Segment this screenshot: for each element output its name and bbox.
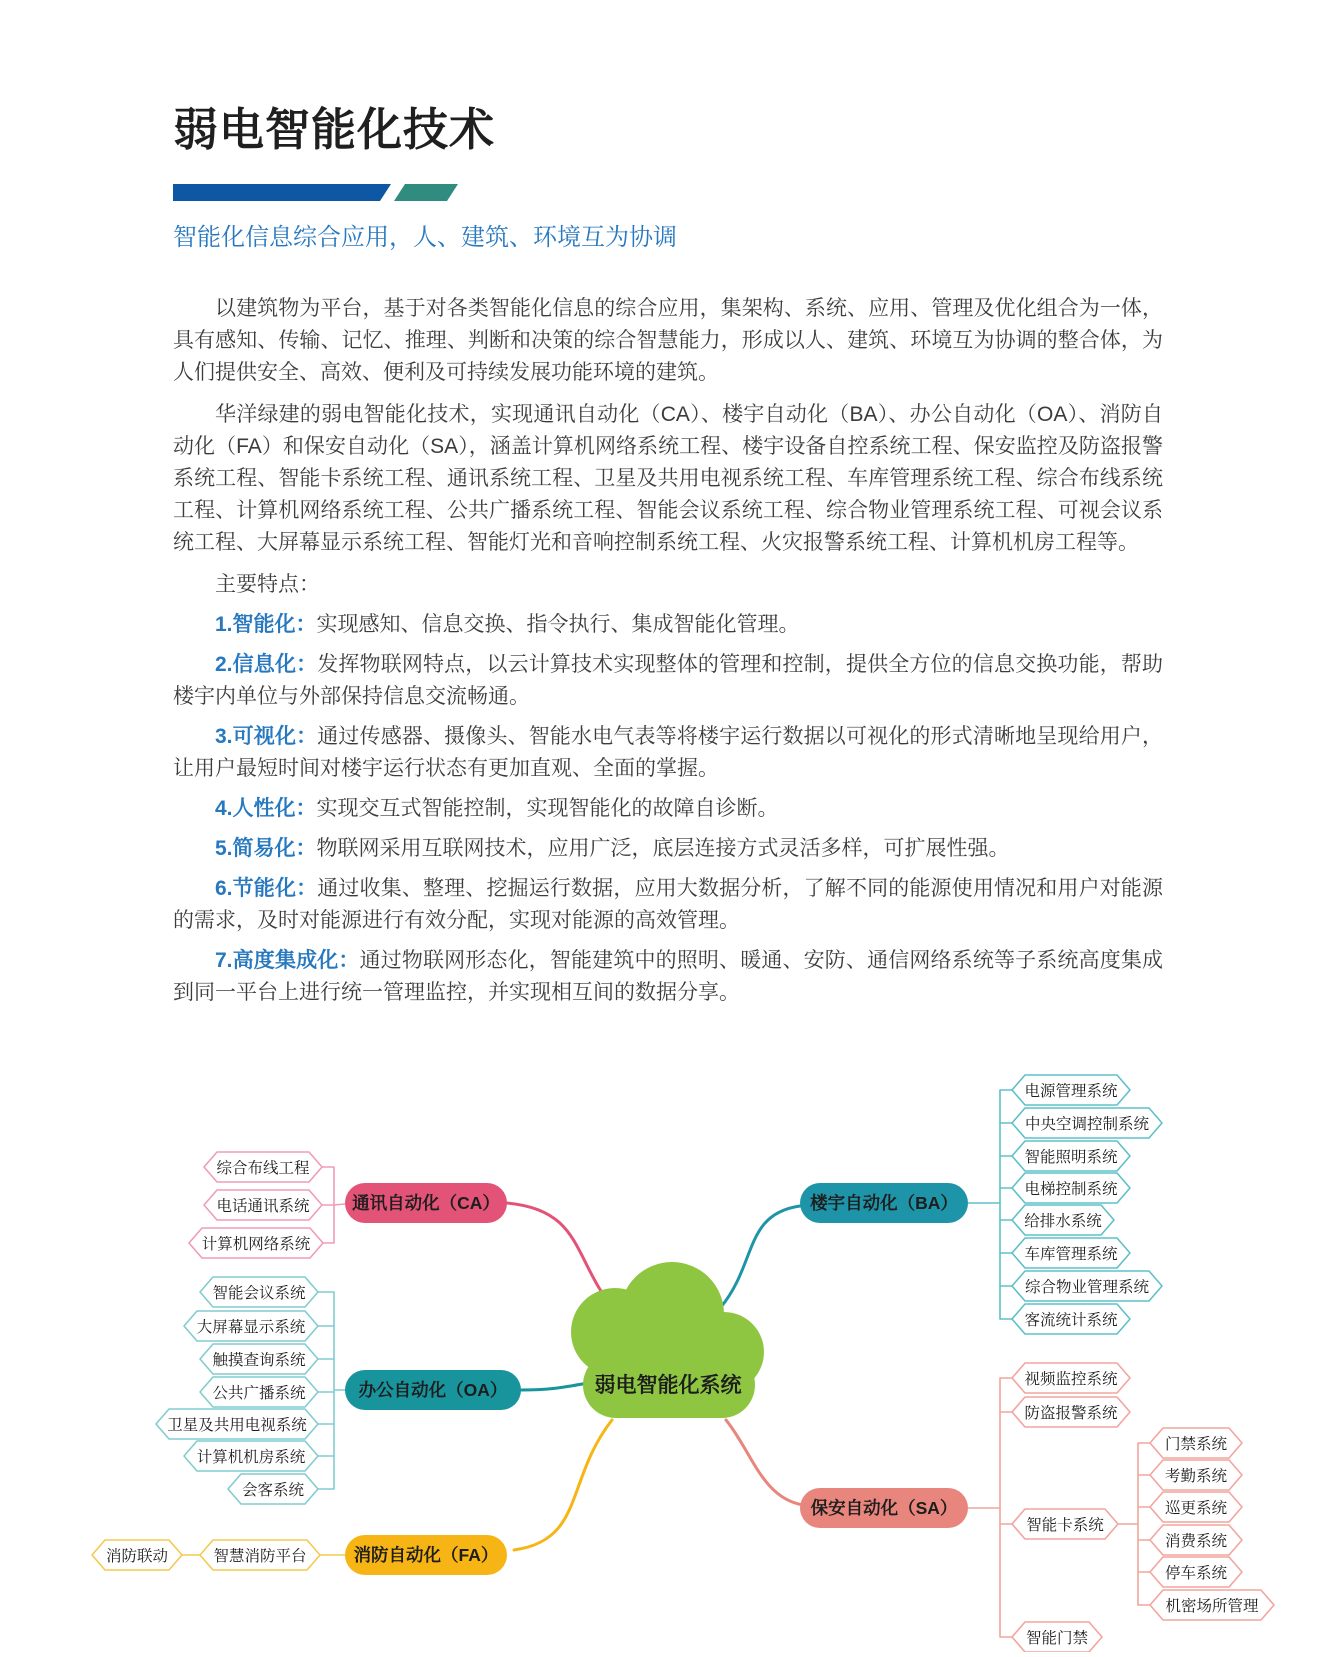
body-paragraph: 以建筑物为平台，基于对各类智能化信息的综合应用，集架构、系统、应用、管理及优化组合为一体，具有感知、传输、记忆、推理、判断和决策的综合智慧能力，形成以人、建筑、环境互为协调的整合体，为人们提供安全、高效、便利及可持续发展功能环境的建筑。 [173, 297, 1163, 384]
ba-child-label: 客流统计系统 [1024, 1312, 1118, 1329]
feature-item [173, 833, 1163, 865]
ba-child-label: 车库管理系统 [1024, 1246, 1118, 1263]
smartcard-child-label: 门禁系统 [1164, 1436, 1228, 1453]
feature-label: 5.简易化： [215, 837, 317, 860]
ba-child-label: 综合物业管理系统 [1024, 1279, 1150, 1296]
fa-branch-curve [514, 1420, 612, 1550]
smartcard-child-label: 考勤系统 [1164, 1468, 1228, 1485]
feature-text: 通过物联网形态化，智能建筑中的照明、暖通、安防、通信网络系统等子系统高度集成到同一平台上进行统一管理监控，并实现相互间的数据分享。 [173, 949, 1163, 1004]
oa-node-label: 办公自动化（OA） [358, 1380, 508, 1400]
feature-text: 物联网采用互联网技术，应用广泛，底层连接方式灵活多样，可扩展性强。 [316, 837, 1010, 860]
ca-connector [322, 1167, 345, 1243]
title-underline-teal-bar [394, 184, 458, 201]
feature-text: 通过收集、整理、挖掘运行数据，应用大数据分析，了解不同的能源使用情况和用户对能源的需求，及时对能源进行有效分配，实现对能源的高效管理。 [173, 877, 1164, 932]
ca-child-label: 计算机网络系统 [201, 1236, 311, 1253]
oa-connector [318, 1292, 345, 1489]
ba-child-label: 电梯控制系统 [1024, 1181, 1118, 1198]
feature-label: 1.智能化： [215, 613, 317, 636]
feature-label: 2.信息化： [215, 653, 318, 676]
ca-child-label: 综合布线工程 [216, 1160, 310, 1177]
feature-item [173, 721, 1163, 785]
title-underline [173, 184, 1163, 201]
fa-child-label: 智慧消防平台 [213, 1548, 307, 1565]
smartcard-child-label: 停车系统 [1164, 1565, 1228, 1582]
body-paragraph: 华洋绿建的弱电智能化技术，实现通讯自动化（CA）、楼宇自动化（BA）、办公自动化（OA）、消防自动化（FA）和保安自动化（SA），涵盖计算机网络系统工程、楼宇设备自控系统工程、保安监控及防盗报警系统工程、智能卡系统工程、通讯系统工程、卫星及共用电视系统工程、车库管理系统工程、综合布线系统工程、计算机网络系统工程、公共广播系统工程、智能会议系统工程、综合物业管理系统工程、可视会议系统工程、大屏幕显示系统工程、智能灯光和音响控制系统工程、火灾报警系统工程、计算机机房工程等。 [173, 403, 1163, 554]
oa-child-label: 公共广播系统 [212, 1385, 306, 1402]
smartcard-connector [1118, 1443, 1150, 1605]
document-content [173, 0, 1163, 1009]
title-underline-blue-bar [173, 184, 391, 201]
oa-child-label: 卫星及共用电视系统 [167, 1417, 307, 1434]
feature-item [173, 609, 1163, 641]
ca-node-label: 通讯自动化（CA） [352, 1193, 500, 1213]
oa-child-label: 会客系统 [241, 1482, 305, 1499]
fa-branch [92, 1535, 507, 1575]
feature-item [173, 793, 1163, 825]
mindmap-svg [0, 1000, 1334, 1652]
feature-text: 通过传感器、摄像头、智能水电气表等将楼宇运行数据以可视化的形式清晰地呈现给用户，让用户最短时间对楼宇运行状态有更加直观、全面的掌握。 [173, 725, 1164, 780]
ba-child-label: 中央空调控制系统 [1024, 1116, 1150, 1133]
ba-child-label: 智能照明系统 [1024, 1149, 1118, 1166]
oa-child-label: 大屏幕显示系统 [196, 1319, 306, 1336]
sa-branch-curve [726, 1420, 803, 1505]
center-cloud-label: 弱电智能化系统 [594, 1374, 742, 1397]
smartcard-child-label: 机密场所管理 [1165, 1598, 1259, 1615]
feature-item [173, 873, 1163, 937]
smartcard-child-label: 巡更系统 [1164, 1500, 1228, 1517]
sa-child-label: 视频监控系统 [1024, 1371, 1118, 1388]
oa-branch [156, 1277, 521, 1504]
sa-connector [968, 1378, 1012, 1637]
feature-label: 6.节能化： [215, 877, 318, 900]
fa-node-label: 消防自动化（FA） [353, 1545, 499, 1565]
feature-label: 7.高度集成化： [215, 949, 360, 972]
ba-connector [968, 1090, 1012, 1319]
feature-text: 实现交互式智能控制，实现智能化的故障自诊断。 [316, 797, 779, 820]
fa-child-label: 消防联动 [105, 1548, 169, 1565]
ca-branch [189, 1152, 507, 1258]
sa-child-label: 防盗报警系统 [1024, 1405, 1118, 1422]
ba-node-label: 楼宇自动化（BA） [810, 1193, 958, 1213]
sa-child-label: 智能卡系统 [1026, 1517, 1104, 1534]
ba-child-label: 电源管理系统 [1024, 1083, 1118, 1100]
sa-child-label: 智能门禁 [1025, 1630, 1089, 1647]
ba-child-label: 给排水系统 [1024, 1213, 1102, 1230]
feature-label: 3.可视化： [215, 725, 318, 748]
feature-label: 4.人性化： [215, 797, 317, 820]
page-subtitle: 智能化信息综合应用，人、建筑、环境互为协调 [173, 224, 677, 251]
smartcard-child-label: 消费系统 [1164, 1533, 1228, 1550]
feature-text: 发挥物联网特点，以云计算技术实现整体的管理和控制，提供全方位的信息交换功能，帮助楼宇内单位与外部保持信息交流畅通。 [173, 653, 1164, 708]
ca-child-label: 电话通讯系统 [216, 1198, 310, 1215]
feature-text: 实现感知、信息交换、指令执行、集成智能化管理。 [316, 613, 800, 636]
ba-branch [800, 1075, 1162, 1334]
ba-branch-curve [721, 1206, 800, 1307]
features-heading: 主要特点： [215, 573, 320, 596]
page-title: 弱电智能化技术 [173, 104, 496, 155]
feature-item [173, 649, 1163, 713]
mindmap-diagram [0, 1000, 1334, 1652]
sa-branch [800, 1363, 1274, 1652]
sa-node-label: 保安自动化（SA） [810, 1498, 958, 1518]
oa-child-label: 智能会议系统 [212, 1285, 306, 1302]
oa-child-label: 计算机机房系统 [196, 1449, 306, 1466]
oa-child-label: 触摸查询系统 [212, 1352, 306, 1369]
